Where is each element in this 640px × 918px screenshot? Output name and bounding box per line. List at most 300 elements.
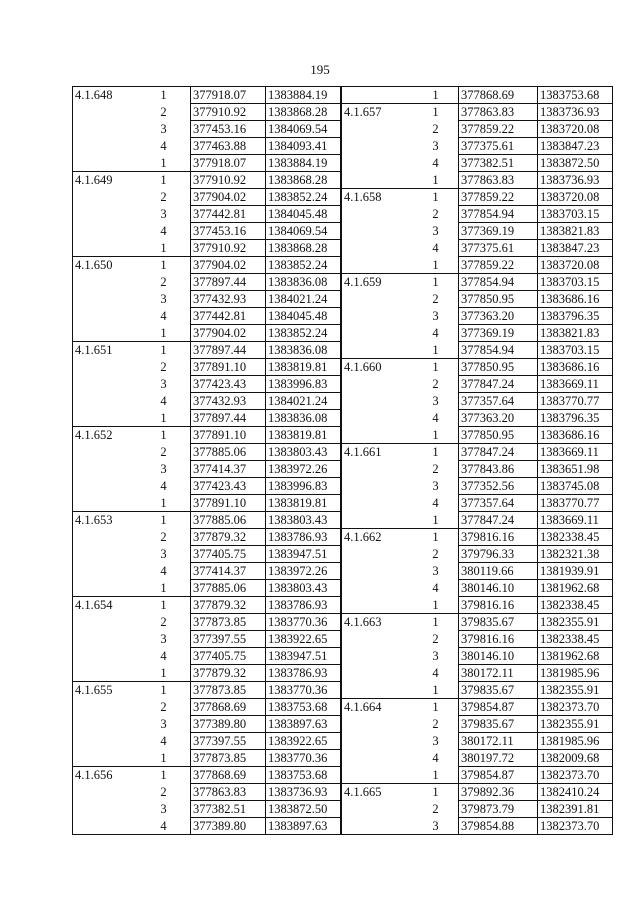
table-row — [73, 478, 341, 495]
x-coordinate: 377363.20 — [459, 308, 538, 325]
y-coordinate: 1383852.24 — [266, 325, 341, 342]
table-row — [73, 121, 341, 138]
plot-id — [342, 665, 414, 682]
point-number: 2 — [432, 802, 439, 816]
plot-id — [342, 206, 414, 223]
x-coordinate: 377897.44 — [191, 342, 266, 359]
plot-id — [73, 240, 138, 257]
x-coordinate: 377389.80 — [191, 716, 266, 733]
y-coordinate: 1383686.16 — [538, 359, 613, 376]
plot-id: 4.1.656 — [73, 767, 138, 784]
plot-id — [73, 325, 138, 342]
y-coordinate: 1382355.91 — [538, 614, 613, 631]
table-row — [73, 189, 341, 206]
y-coordinate: 1383686.16 — [538, 427, 613, 444]
point-number: 3 — [160, 377, 167, 391]
plot-id — [342, 376, 414, 393]
plot-id — [73, 223, 138, 240]
plot-id — [342, 461, 414, 478]
table-row — [73, 682, 341, 699]
point-number: 3 — [160, 802, 167, 816]
point-number: 4 — [432, 241, 439, 255]
y-coordinate: 1382373.70 — [538, 699, 613, 716]
x-coordinate: 377863.83 — [459, 172, 538, 189]
y-coordinate: 1383669.11 — [538, 512, 613, 529]
y-coordinate: 1383972.26 — [266, 461, 341, 478]
y-coordinate: 1383686.16 — [538, 291, 613, 308]
table-row — [73, 818, 341, 835]
y-coordinate: 1382373.70 — [538, 767, 613, 784]
y-coordinate: 1384069.54 — [266, 121, 341, 138]
table-row — [342, 257, 613, 274]
y-coordinate: 1383996.83 — [266, 376, 341, 393]
table-row — [73, 172, 341, 189]
x-coordinate: 377859.22 — [459, 189, 538, 206]
plot-id — [73, 274, 138, 291]
y-coordinate: 1383852.24 — [266, 189, 341, 206]
y-coordinate: 1382410.24 — [538, 784, 613, 801]
table-row — [342, 138, 613, 155]
plot-id — [73, 784, 138, 801]
point-number: 4 — [160, 309, 167, 323]
x-coordinate: 377432.93 — [191, 291, 266, 308]
plot-id: 4.1.662 — [342, 529, 414, 546]
point-number: 1 — [413, 529, 459, 546]
table-row — [342, 478, 613, 495]
y-coordinate: 1383836.08 — [266, 274, 341, 291]
x-coordinate: 377918.07 — [191, 87, 266, 104]
x-coordinate: 377382.51 — [191, 801, 266, 818]
x-coordinate: 377357.64 — [459, 393, 538, 410]
x-coordinate: 377442.81 — [191, 206, 266, 223]
table-row — [342, 104, 613, 121]
point-number: 1 — [160, 495, 167, 510]
y-coordinate: 1383819.81 — [266, 427, 341, 444]
table-row — [342, 580, 613, 597]
plot-id: 4.1.657 — [342, 104, 414, 121]
y-coordinate: 1381939.91 — [538, 563, 613, 580]
table-row — [73, 308, 341, 325]
point-number: 3 — [432, 224, 439, 238]
point-number: 1 — [160, 240, 167, 255]
x-coordinate: 377414.37 — [191, 563, 266, 580]
table-row — [342, 427, 613, 444]
x-coordinate: 379854.88 — [459, 818, 538, 835]
x-coordinate: 377897.44 — [191, 274, 266, 291]
point-number: 2 — [432, 462, 439, 476]
point-number: 1 — [413, 699, 459, 716]
table-row — [73, 699, 341, 716]
y-coordinate: 1383770.77 — [538, 495, 613, 512]
plot-id — [342, 563, 414, 580]
table-row — [342, 461, 613, 478]
y-coordinate: 1382355.91 — [538, 682, 613, 699]
y-coordinate: 1384045.48 — [266, 308, 341, 325]
plot-id — [73, 155, 138, 172]
point-number: 1 — [137, 342, 191, 359]
plot-id — [73, 376, 138, 393]
point-number: 4 — [432, 411, 439, 425]
plot-id — [342, 172, 414, 189]
table-row — [73, 716, 341, 733]
point-number: 3 — [432, 479, 439, 493]
plot-id — [73, 478, 138, 495]
plot-id — [342, 546, 414, 563]
table-row — [73, 631, 341, 648]
plot-id — [342, 512, 414, 529]
y-coordinate: 1383720.08 — [538, 121, 613, 138]
plot-id: 4.1.664 — [342, 699, 414, 716]
y-coordinate: 1383922.65 — [266, 733, 341, 750]
x-coordinate: 377885.06 — [191, 580, 266, 597]
plot-id — [73, 716, 138, 733]
plot-id — [73, 104, 138, 121]
plot-id — [342, 393, 414, 410]
table-row — [342, 87, 613, 104]
plot-id — [342, 342, 414, 359]
x-coordinate: 377357.64 — [459, 495, 538, 512]
plot-id — [342, 580, 414, 597]
x-coordinate: 377414.37 — [191, 461, 266, 478]
point-number: 4 — [432, 751, 439, 765]
x-coordinate: 377375.61 — [459, 138, 538, 155]
point-number: 4 — [160, 564, 167, 578]
point-number: 2 — [160, 190, 167, 204]
y-coordinate: 1383819.81 — [266, 359, 341, 376]
y-coordinate: 1383720.08 — [538, 189, 613, 206]
x-coordinate: 379835.67 — [459, 614, 538, 631]
table-row — [342, 376, 613, 393]
point-number: 1 — [432, 172, 439, 187]
x-coordinate: 377432.93 — [191, 393, 266, 410]
y-coordinate: 1381962.68 — [538, 648, 613, 665]
y-coordinate: 1383736.93 — [538, 172, 613, 189]
plot-id — [73, 410, 138, 427]
plot-id — [73, 699, 138, 716]
x-coordinate: 377910.92 — [191, 240, 266, 257]
table-row — [73, 444, 341, 461]
x-coordinate: 377375.61 — [459, 240, 538, 257]
y-coordinate: 1383796.35 — [538, 410, 613, 427]
table-row — [342, 206, 613, 223]
y-coordinate: 1383770.77 — [538, 393, 613, 410]
plot-id — [73, 138, 138, 155]
point-number: 1 — [160, 750, 167, 765]
y-coordinate: 1383821.83 — [538, 223, 613, 240]
point-number: 3 — [160, 462, 167, 476]
table-row — [342, 342, 613, 359]
y-coordinate: 1383770.36 — [266, 750, 341, 767]
plot-id — [342, 138, 414, 155]
y-coordinate: 1383786.93 — [266, 529, 341, 546]
table-row — [73, 104, 341, 121]
y-coordinate: 1382338.45 — [538, 597, 613, 614]
table-row — [73, 665, 341, 682]
plot-id — [342, 716, 414, 733]
y-coordinate: 1382391.81 — [538, 801, 613, 818]
table-row — [73, 563, 341, 580]
plot-id — [73, 563, 138, 580]
x-coordinate: 379816.16 — [459, 597, 538, 614]
x-coordinate: 377442.81 — [191, 308, 266, 325]
plot-id — [342, 801, 414, 818]
x-coordinate: 377363.20 — [459, 410, 538, 427]
table-row — [342, 495, 613, 512]
point-number: 3 — [432, 394, 439, 408]
point-number: 1 — [160, 410, 167, 425]
point-number: 3 — [432, 309, 439, 323]
plot-id — [342, 818, 414, 835]
plot-id — [342, 325, 414, 342]
x-coordinate: 379892.36 — [459, 784, 538, 801]
plot-id: 4.1.660 — [342, 359, 414, 376]
x-coordinate: 380146.10 — [459, 648, 538, 665]
point-number: 3 — [432, 139, 439, 153]
point-number: 4 — [160, 649, 167, 663]
point-number: 3 — [432, 734, 439, 748]
plot-id: 4.1.653 — [73, 512, 138, 529]
point-number: 3 — [160, 632, 167, 646]
y-coordinate: 1383922.65 — [266, 631, 341, 648]
plot-id — [342, 427, 414, 444]
x-coordinate: 377423.43 — [191, 376, 266, 393]
x-coordinate: 377843.86 — [459, 461, 538, 478]
point-number: 2 — [160, 700, 167, 714]
x-coordinate: 377854.94 — [459, 342, 538, 359]
point-number: 1 — [413, 614, 459, 631]
y-coordinate: 1383736.93 — [538, 104, 613, 121]
y-coordinate: 1383703.15 — [538, 342, 613, 359]
table-row — [342, 801, 613, 818]
point-number: 1 — [432, 597, 439, 612]
plot-id — [342, 750, 414, 767]
coordinates-table-right — [341, 86, 613, 835]
y-coordinate: 1384045.48 — [266, 206, 341, 223]
y-coordinate: 1382338.45 — [538, 631, 613, 648]
x-coordinate: 377879.32 — [191, 597, 266, 614]
table-row — [73, 342, 341, 359]
y-coordinate: 1383819.81 — [266, 495, 341, 512]
point-number: 1 — [432, 427, 439, 442]
x-coordinate: 377891.10 — [191, 427, 266, 444]
point-number: 2 — [160, 785, 167, 799]
table-row — [342, 546, 613, 563]
point-number: 1 — [432, 767, 439, 782]
plot-id — [73, 359, 138, 376]
table-row — [73, 393, 341, 410]
point-number: 1 — [413, 104, 459, 121]
table-row — [342, 240, 613, 257]
plot-id: 4.1.663 — [342, 614, 414, 631]
x-coordinate: 380119.66 — [459, 563, 538, 580]
table-row — [342, 529, 613, 546]
y-coordinate: 1383847.23 — [538, 240, 613, 257]
table-row — [73, 546, 341, 563]
point-number: 1 — [160, 665, 167, 680]
point-number: 1 — [137, 172, 191, 189]
table-row — [342, 189, 613, 206]
y-coordinate: 1383836.08 — [266, 410, 341, 427]
point-number: 3 — [413, 818, 459, 835]
x-coordinate: 377847.24 — [459, 512, 538, 529]
point-number: 1 — [432, 682, 439, 697]
x-coordinate: 377389.80 — [191, 818, 266, 835]
point-number: 1 — [137, 257, 191, 274]
coordinates-table-left — [72, 86, 341, 835]
y-coordinate: 1383872.50 — [538, 155, 613, 172]
point-number: 4 — [432, 326, 439, 340]
plot-id — [342, 733, 414, 750]
table-row — [73, 767, 341, 784]
table-row — [342, 444, 613, 461]
plot-id — [342, 121, 414, 138]
point-number: 2 — [432, 122, 439, 136]
point-number: 2 — [160, 615, 167, 629]
plot-id — [342, 257, 414, 274]
plot-id: 4.1.650 — [73, 257, 138, 274]
x-coordinate: 377863.83 — [191, 784, 266, 801]
y-coordinate: 1383972.26 — [266, 563, 341, 580]
plot-id: 4.1.655 — [73, 682, 138, 699]
point-number: 3 — [160, 547, 167, 561]
table-row — [73, 376, 341, 393]
point-number: 1 — [432, 512, 439, 527]
x-coordinate: 377405.75 — [191, 648, 266, 665]
point-number: 1 — [137, 597, 191, 614]
table-row — [342, 767, 613, 784]
y-coordinate: 1383786.93 — [266, 597, 341, 614]
y-coordinate: 1383884.19 — [266, 155, 341, 172]
table-row — [73, 206, 341, 223]
page-number: 195 — [310, 62, 330, 77]
y-coordinate: 1383947.51 — [266, 546, 341, 563]
point-number: 2 — [160, 445, 167, 459]
table-row — [73, 257, 341, 274]
plot-id: 4.1.659 — [342, 274, 414, 291]
x-coordinate: 377868.69 — [191, 767, 266, 784]
x-coordinate: 377863.83 — [459, 104, 538, 121]
table-row — [342, 784, 613, 801]
y-coordinate: 1383720.08 — [538, 257, 613, 274]
y-coordinate: 1383947.51 — [266, 648, 341, 665]
point-number: 1 — [137, 767, 191, 784]
x-coordinate: 377904.02 — [191, 257, 266, 274]
x-coordinate: 377873.85 — [191, 682, 266, 699]
y-coordinate: 1381985.96 — [538, 665, 613, 682]
plot-id: 4.1.648 — [73, 87, 138, 104]
x-coordinate: 377879.32 — [191, 665, 266, 682]
x-coordinate: 377397.55 — [191, 733, 266, 750]
table-row — [73, 240, 341, 257]
plot-id: 4.1.658 — [342, 189, 414, 206]
y-coordinate: 1381962.68 — [538, 580, 613, 597]
y-coordinate: 1383770.36 — [266, 614, 341, 631]
y-coordinate: 1383821.83 — [538, 325, 613, 342]
y-coordinate: 1382009.68 — [538, 750, 613, 767]
point-number: 2 — [432, 632, 439, 646]
plot-id — [73, 529, 138, 546]
plot-id — [342, 291, 414, 308]
table-row — [73, 597, 341, 614]
plot-id — [342, 87, 414, 104]
x-coordinate: 377453.16 — [191, 121, 266, 138]
table-row — [73, 325, 341, 342]
x-coordinate: 377847.24 — [459, 444, 538, 461]
point-number: 1 — [160, 325, 167, 340]
table-row — [342, 393, 613, 410]
plot-id — [73, 580, 138, 597]
point-number: 2 — [160, 360, 167, 374]
y-coordinate: 1383836.08 — [266, 342, 341, 359]
x-coordinate: 377397.55 — [191, 631, 266, 648]
table-row — [342, 121, 613, 138]
y-coordinate: 1383996.83 — [266, 478, 341, 495]
y-coordinate: 1383868.28 — [266, 104, 341, 121]
point-number: 4 — [432, 666, 439, 680]
table-row — [73, 750, 341, 767]
table-row — [73, 461, 341, 478]
x-coordinate: 377463.88 — [191, 138, 266, 155]
x-coordinate: 380197.72 — [459, 750, 538, 767]
x-coordinate: 379873.79 — [459, 801, 538, 818]
plot-id — [342, 155, 414, 172]
point-number: 1 — [137, 427, 191, 444]
x-coordinate: 377405.75 — [191, 546, 266, 563]
plot-id — [342, 597, 414, 614]
y-coordinate: 1383669.11 — [538, 376, 613, 393]
x-coordinate: 377918.07 — [191, 155, 266, 172]
x-coordinate: 377850.95 — [459, 359, 538, 376]
plot-id: 4.1.651 — [73, 342, 138, 359]
point-number: 4 — [160, 224, 167, 238]
x-coordinate: 377873.85 — [191, 750, 266, 767]
point-number: 3 — [160, 717, 167, 731]
y-coordinate: 1383852.24 — [266, 257, 341, 274]
plot-id — [342, 495, 414, 512]
x-coordinate: 377868.69 — [459, 87, 538, 104]
table-row — [342, 274, 613, 291]
point-number: 4 — [160, 394, 167, 408]
x-coordinate: 377854.94 — [459, 206, 538, 223]
y-coordinate: 1382321.38 — [538, 546, 613, 563]
x-coordinate: 377897.44 — [191, 410, 266, 427]
x-coordinate: 379854.87 — [459, 767, 538, 784]
plot-id — [342, 223, 414, 240]
table-row — [342, 682, 613, 699]
point-number: 1 — [413, 359, 459, 376]
x-coordinate: 379854.87 — [459, 699, 538, 716]
y-coordinate: 1384069.54 — [266, 223, 341, 240]
y-coordinate: 1383868.28 — [266, 240, 341, 257]
table-row — [73, 87, 341, 104]
y-coordinate: 1382355.91 — [538, 716, 613, 733]
x-coordinate: 377352.56 — [459, 478, 538, 495]
x-coordinate: 380172.11 — [459, 733, 538, 750]
x-coordinate: 379816.16 — [459, 631, 538, 648]
y-coordinate: 1383803.43 — [266, 580, 341, 597]
x-coordinate: 377847.24 — [459, 376, 538, 393]
plot-id — [342, 682, 414, 699]
y-coordinate: 1383786.93 — [266, 665, 341, 682]
x-coordinate: 380172.11 — [459, 665, 538, 682]
y-coordinate: 1383803.43 — [266, 444, 341, 461]
point-number: 1 — [160, 155, 167, 170]
plot-id — [342, 478, 414, 495]
point-number: 4 — [137, 818, 191, 835]
point-number: 3 — [160, 122, 167, 136]
table-row — [342, 410, 613, 427]
y-coordinate: 1383868.28 — [266, 172, 341, 189]
